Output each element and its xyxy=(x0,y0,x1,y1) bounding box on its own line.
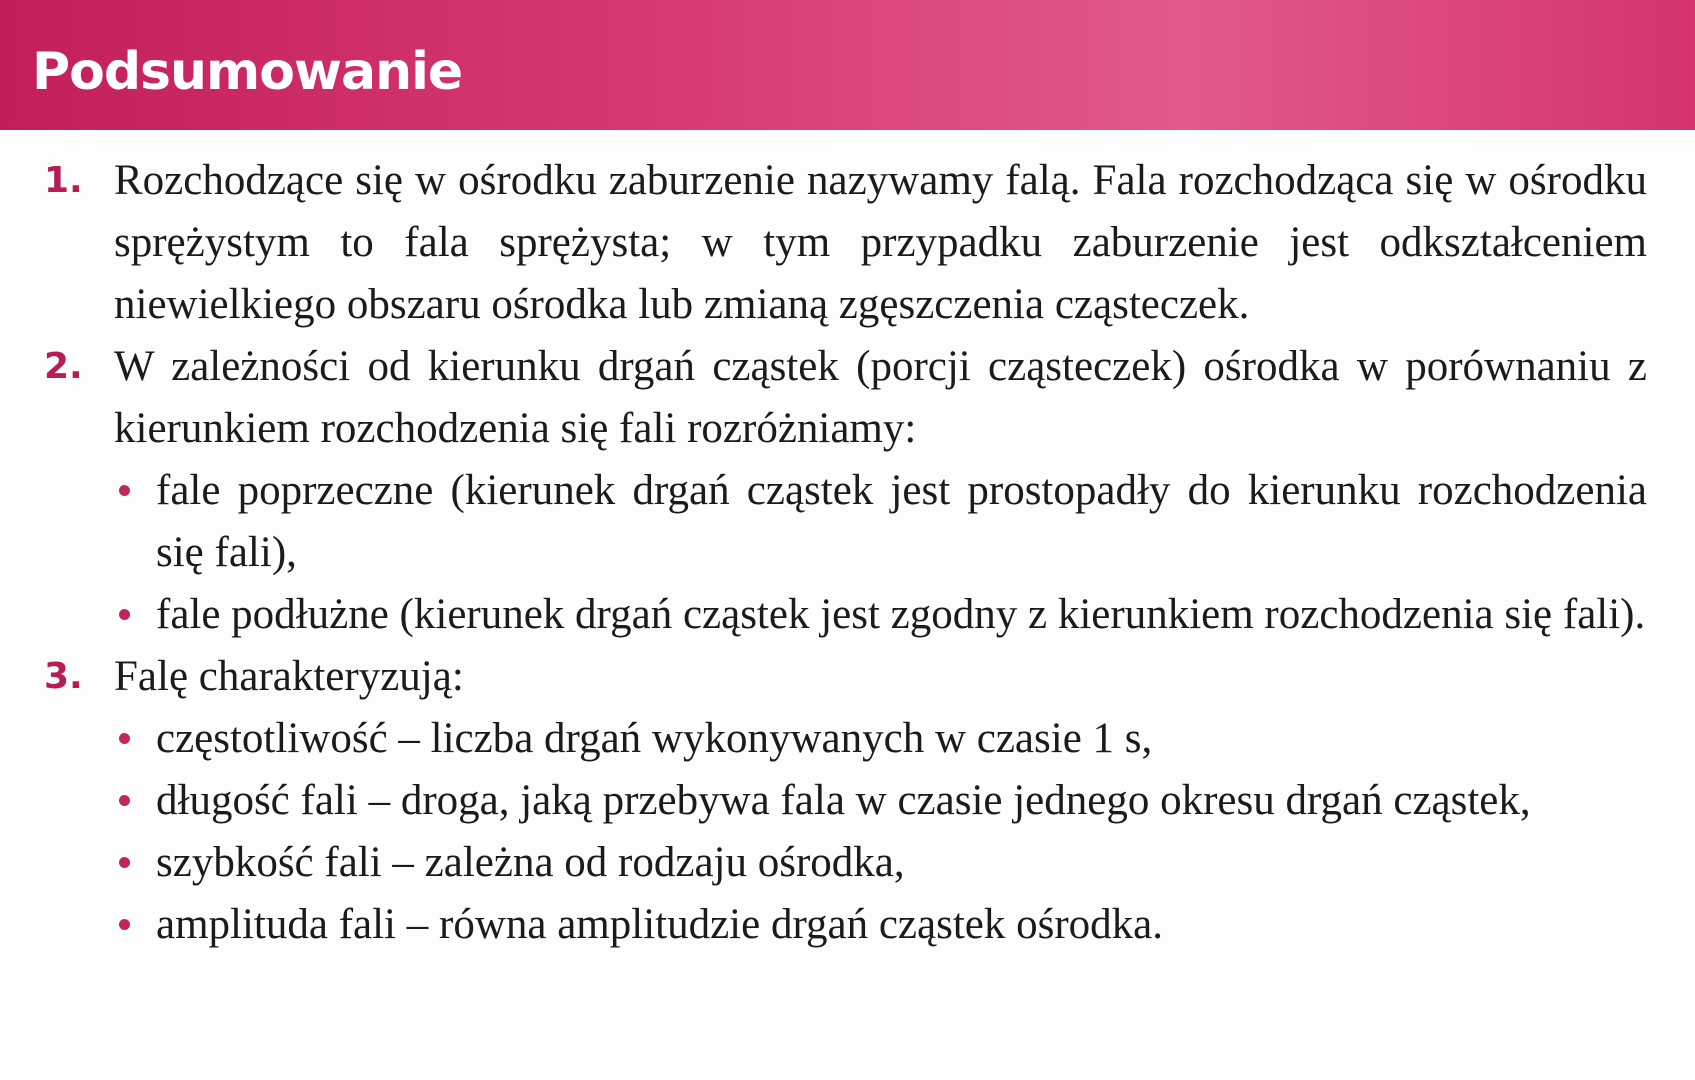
list-item xyxy=(114,584,1647,646)
item-text: W zależności od kierunku drgań cząstek (porcji cząsteczek) ośrodka w porównaniu z kierunkiem rozchodzenia się fali rozróżniamy: xyxy=(114,343,1647,452)
bullet-text: szybkość fali – zależna od rodzaju ośrodka, xyxy=(156,839,905,886)
bullet-text: fale poprzeczne (kierunek drgań cząstek jest prostopadły do kierunku rozchodzenia się fali), xyxy=(156,467,1647,576)
list-item xyxy=(114,894,1647,956)
list-item xyxy=(114,832,1647,894)
bullet-dot xyxy=(119,733,130,744)
bullet-text: amplituda fali – równa amplitudzie drgań cząstek ośrodka. xyxy=(156,901,1163,948)
summary-item-2 xyxy=(0,336,1695,646)
item-number: 3. xyxy=(44,656,83,697)
bullet-dot xyxy=(119,919,130,930)
bullet-text: fale podłużne (kierunek drgań cząstek jest zgodny z kierunkiem rozchodzenia się fali). xyxy=(156,591,1646,638)
list-item xyxy=(114,460,1647,584)
bullet-list xyxy=(114,708,1647,956)
bullet-dot xyxy=(119,795,130,806)
bullet-text: długość fali – droga, jaką przebywa fala w czasie jednego okresu drgań cząstek, xyxy=(156,777,1531,824)
bullet-text: częstotliwość – liczba drgań wykonywanych w czasie 1 s, xyxy=(156,715,1153,762)
item-text: Falę charakteryzują: xyxy=(114,653,464,700)
bullet-dot xyxy=(119,609,130,620)
list-item xyxy=(114,708,1647,770)
summary-item-1 xyxy=(0,150,1695,336)
bullet-list xyxy=(114,460,1647,646)
bullet-dot xyxy=(119,857,130,868)
list-item xyxy=(114,770,1647,832)
item-number: 2. xyxy=(44,346,83,387)
header-banner xyxy=(0,0,1695,130)
summary-item-3 xyxy=(0,646,1695,956)
bullet-dot xyxy=(119,485,130,496)
item-number: 1. xyxy=(44,160,83,201)
page-title: Podsumowanie xyxy=(32,42,463,102)
item-text: Rozchodzące się w ośrodku zaburzenie nazywamy falą. Fala rozchodząca się w ośrodku sprężystym to fala sprężysta; w tym przypadku zaburzenie jest odkształceniem niewielkiego obszaru ośrodka lub zmianą zgęszczenia cząsteczek. xyxy=(114,157,1647,328)
summary-content xyxy=(0,150,1695,956)
